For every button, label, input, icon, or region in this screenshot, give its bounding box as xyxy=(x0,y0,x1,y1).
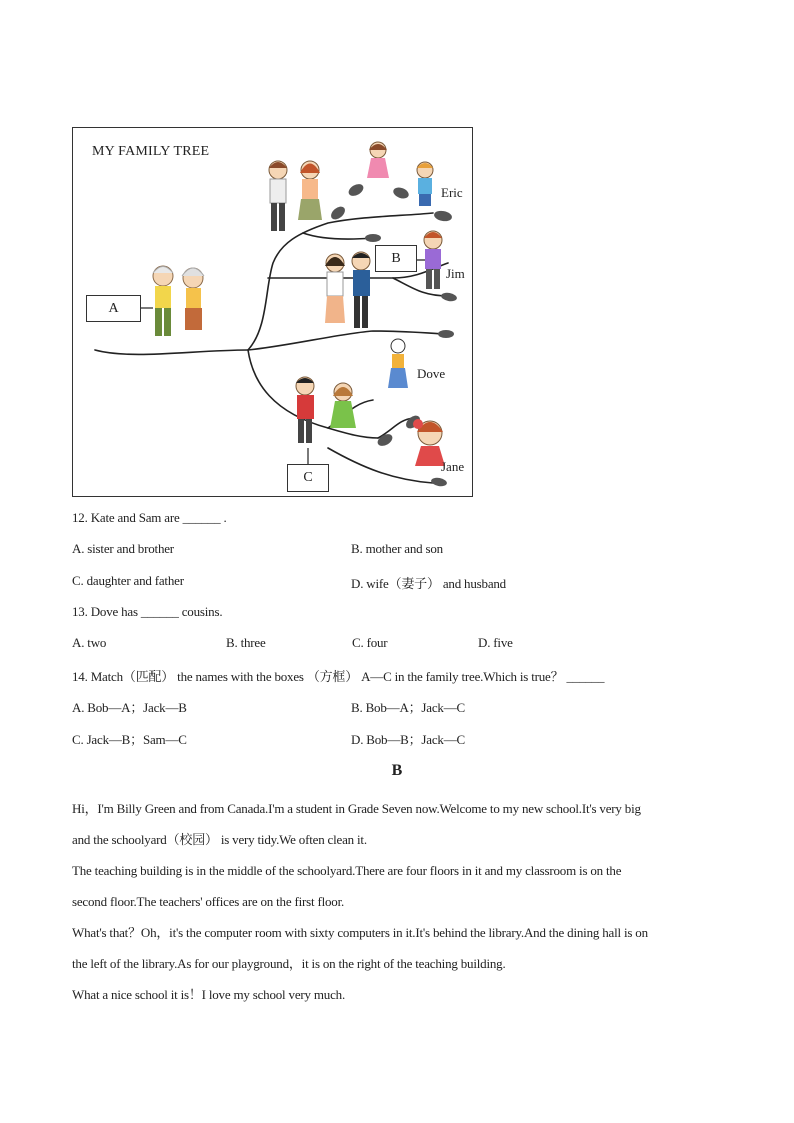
box-b: B xyxy=(375,245,417,272)
name-jim: Jim xyxy=(446,266,465,281)
grandparents-figure xyxy=(153,266,204,336)
question-13-stem: 13. Dove has ______ cousins. xyxy=(72,604,223,619)
section-b-passage xyxy=(72,793,724,1010)
q13-option-c: C. four xyxy=(352,635,388,650)
q13-option-a: A. two xyxy=(72,635,107,650)
q13-option-b: B. three xyxy=(226,635,266,650)
name-jane: Jane xyxy=(441,459,465,474)
passage-line: and the schoolyard（校园） is very tidy.We often clean it. xyxy=(72,832,367,847)
passage-line: The teaching building is in the middle of the schoolyard.There are four floors in it and my classroom is on the xyxy=(72,863,622,878)
q12-option-c: C. daughter and father xyxy=(72,573,184,588)
passage-line: Hi，I'm Billy Green and from Canada.I'm a student in Grade Seven now.Welcome to my new school.It's very big xyxy=(72,801,641,816)
q14-option-d: D. Bob—B；Jack—C xyxy=(351,732,466,747)
box-a: A xyxy=(86,295,141,322)
q14-option-a: A. Bob—A；Jack—B xyxy=(72,700,187,715)
question-12-stem: 12. Kate and Sam are ______ . xyxy=(72,510,227,525)
q13-option-d: D. five xyxy=(478,635,513,650)
top-parents-figure xyxy=(269,161,322,231)
question-14-stem: 14. Match（匹配） the names with the boxes （方框） A—C in the family tree.Which is true？ ______ xyxy=(72,669,605,684)
passage-line: second floor.The teachers' offices are on the first floor. xyxy=(72,894,345,909)
passage-line: What's that？Oh，it's the computer room with sixty computers in it.It's behind the library.And the dining hall is on xyxy=(72,925,648,940)
q12-option-a: A. sister and brother xyxy=(72,541,174,556)
passage-line: the left of the library.As for our playground，it is on the right of the teaching building. xyxy=(72,956,506,971)
q14-option-c: C. Jack—B；Sam—C xyxy=(72,732,187,747)
section-b-heading: B xyxy=(391,762,403,779)
name-dove: Dove xyxy=(417,366,446,381)
q14-option-b: B. Bob—A；Jack—C xyxy=(351,700,466,715)
q12-option-b: B. mother and son xyxy=(351,541,443,556)
box-c: C xyxy=(287,464,329,492)
family-tree-figure xyxy=(72,127,473,497)
name-eric: Eric xyxy=(441,185,463,200)
passage-line: What a nice school it is！I love my school very much. xyxy=(72,987,346,1002)
middle-parents-figure xyxy=(325,252,370,328)
family-tree-title: MY FAMILY TREE xyxy=(92,144,210,159)
q12-option-d: D. wife（妻子） and husband xyxy=(351,576,506,591)
